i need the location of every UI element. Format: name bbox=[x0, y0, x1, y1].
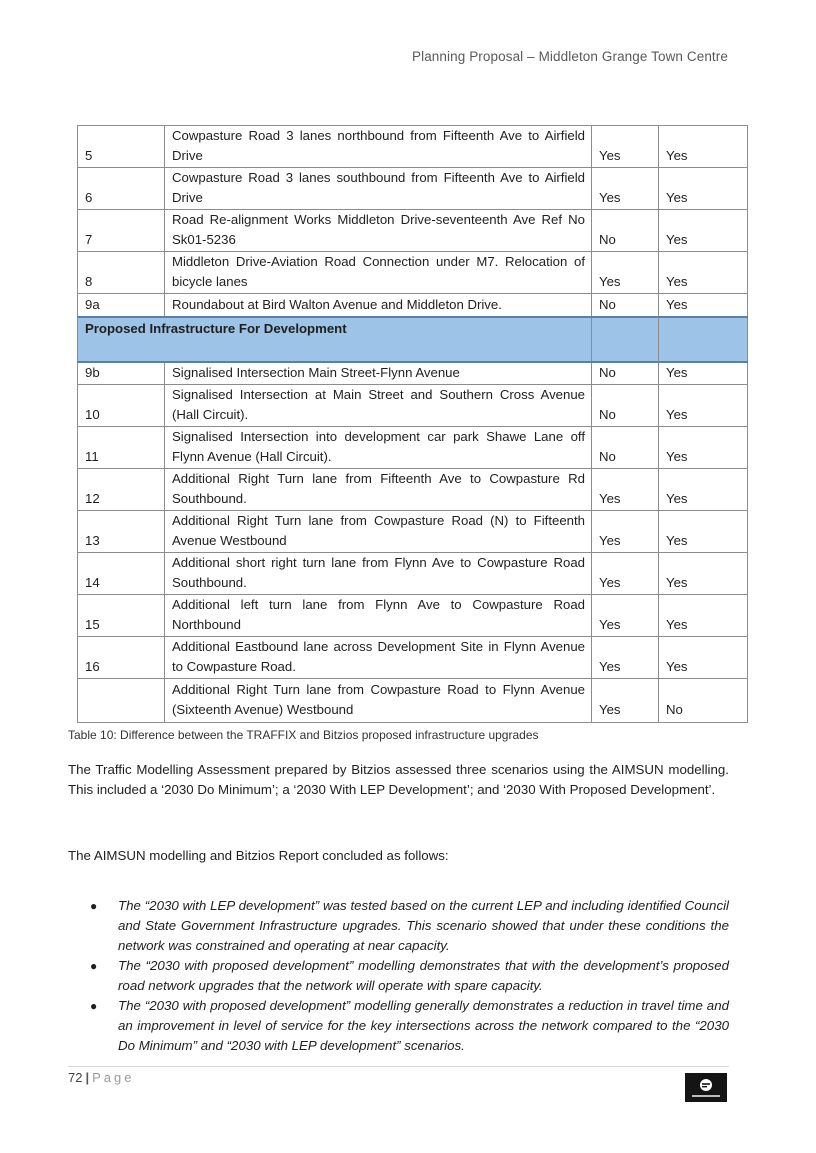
bitzios-cell: Yes bbox=[659, 511, 748, 553]
conclusions-list bbox=[68, 896, 729, 1056]
table-row bbox=[78, 252, 748, 294]
bitzios-cell: Yes bbox=[659, 469, 748, 511]
traffix-cell: Yes bbox=[592, 252, 659, 294]
table-row bbox=[78, 595, 748, 637]
description-cell: Road Re-alignment Works Middleton Drive-seventeenth Ave Ref No Sk01-5236 bbox=[165, 210, 592, 252]
infrastructure-table bbox=[77, 125, 748, 723]
table-row bbox=[78, 362, 748, 385]
table-row bbox=[78, 168, 748, 210]
traffix-cell: Yes bbox=[592, 679, 659, 723]
row-number-cell: 15 bbox=[78, 595, 165, 637]
logo-mark-icon bbox=[699, 1078, 713, 1092]
bitzios-cell: Yes bbox=[659, 637, 748, 679]
row-number-cell: 16 bbox=[78, 637, 165, 679]
traffix-cell: No bbox=[592, 362, 659, 385]
bitzios-cell: Yes bbox=[659, 595, 748, 637]
table-row bbox=[78, 553, 748, 595]
traffix-cell: Yes bbox=[592, 595, 659, 637]
traffix-cell: No bbox=[592, 294, 659, 317]
bitzios-cell: Yes bbox=[659, 294, 748, 317]
traffix-cell: Yes bbox=[592, 168, 659, 210]
table-row bbox=[78, 511, 748, 553]
description-cell: Additional Right Turn lane from Cowpasture Road (N) to Fifteenth Avenue Westbound bbox=[165, 511, 592, 553]
bitzios-cell: Yes bbox=[659, 126, 748, 168]
row-number-cell: 13 bbox=[78, 511, 165, 553]
table-row bbox=[78, 637, 748, 679]
table-caption bbox=[68, 728, 539, 742]
description-cell: Additional Right Turn lane from Cowpasture Road to Flynn Avenue (Sixteenth Avenue) Westbound bbox=[165, 679, 592, 723]
bullet-icon: ● bbox=[90, 999, 98, 1013]
traffix-cell: Yes bbox=[592, 553, 659, 595]
traffix-cell: No bbox=[592, 385, 659, 427]
description-cell: Roundabout at Bird Walton Avenue and Middleton Drive. bbox=[165, 294, 592, 317]
list-item-text: The “2030 with proposed development” modelling generally demonstrates a reduction in travel time and an improvement in level of service for the key intersections across the network compared to the “2030 Do Minimum” and “2030 with LEP development” scenarios. bbox=[118, 998, 729, 1053]
company-logo bbox=[685, 1073, 727, 1102]
description-cell: Additional Eastbound lane across Development Site in Flynn Avenue to Cowpasture Road. bbox=[165, 637, 592, 679]
row-number-cell: 7 bbox=[78, 210, 165, 252]
bitzios-cell: Yes bbox=[659, 553, 748, 595]
paragraph-scenarios: The Traffic Modelling Assessment prepared by Bitzios assessed three scenarios using the AIMSUN modelling. This included a ‘2030 Do Minimum’; a ‘2030 With LEP Development’; and ‘2030 With Proposed Development’. bbox=[68, 762, 729, 797]
bullet-icon: ● bbox=[90, 899, 98, 913]
logo-wordmark bbox=[692, 1095, 720, 1097]
description-cell: Signalised Intersection Main Street-Flynn Avenue bbox=[165, 362, 592, 385]
description-cell: Additional left turn lane from Flynn Ave to Cowpasture Road Northbound bbox=[165, 595, 592, 637]
list-item-text: The “2030 with LEP development” was tested based on the current LEP and including identified Council and State Government Infrastructure upgrades. This scenario showed that under these conditions the network was constrained and operating at near capacity. bbox=[118, 898, 729, 953]
bitzios-cell: Yes bbox=[659, 168, 748, 210]
traffix-cell: No bbox=[592, 210, 659, 252]
list-item bbox=[68, 896, 729, 956]
row-number-cell: 10 bbox=[78, 385, 165, 427]
table-row bbox=[78, 210, 748, 252]
traffix-cell: No bbox=[592, 427, 659, 469]
description-cell: Additional Right Turn lane from Fifteenth Ave to Cowpasture Rd Southbound. bbox=[165, 469, 592, 511]
page-word: Page bbox=[92, 1070, 135, 1085]
bitzios-cell: Yes bbox=[659, 427, 748, 469]
description-cell: Signalised Intersection into development car park Shawe Lane off Flynn Avenue (Hall Circuit). bbox=[165, 427, 592, 469]
page-separator: | bbox=[85, 1070, 90, 1085]
table-row bbox=[78, 679, 748, 723]
row-number-cell: 11 bbox=[78, 427, 165, 469]
row-number-cell: 12 bbox=[78, 469, 165, 511]
list-item bbox=[68, 996, 729, 1056]
row-number-cell bbox=[78, 679, 165, 723]
section-empty-cell bbox=[592, 317, 659, 362]
row-number-cell: 5 bbox=[78, 126, 165, 168]
table-body-top bbox=[78, 126, 748, 317]
bitzios-cell: Yes bbox=[659, 385, 748, 427]
section-empty-cell bbox=[659, 317, 748, 362]
caption-label: Table 10 bbox=[68, 728, 114, 742]
table-row bbox=[78, 469, 748, 511]
bitzios-cell: Yes bbox=[659, 252, 748, 294]
traffix-cell: Yes bbox=[592, 511, 659, 553]
row-number-cell: 6 bbox=[78, 168, 165, 210]
list-item bbox=[68, 956, 729, 996]
traffix-cell: Yes bbox=[592, 126, 659, 168]
list-item-text: The “2030 with proposed development” modelling demonstrates that with the development’s proposed road network upgrades that the network will operate with spare capacity. bbox=[118, 958, 729, 993]
row-number-cell: 9a bbox=[78, 294, 165, 317]
traffix-cell: Yes bbox=[592, 637, 659, 679]
description-cell: Cowpasture Road 3 lanes northbound from Fifteenth Ave to Airfield Drive bbox=[165, 126, 592, 168]
bullet-icon: ● bbox=[90, 959, 98, 973]
table-body-bottom bbox=[78, 362, 748, 723]
section-title: Proposed Infrastructure For Development bbox=[78, 317, 592, 362]
bitzios-cell: Yes bbox=[659, 362, 748, 385]
page-number bbox=[68, 1070, 134, 1085]
traffix-cell: Yes bbox=[592, 469, 659, 511]
caption-text: : Difference between the TRAFFIX and Bitzios proposed infrastructure upgrades bbox=[113, 728, 539, 742]
bitzios-cell: No bbox=[659, 679, 748, 723]
footer-divider bbox=[68, 1066, 729, 1067]
table-row bbox=[78, 427, 748, 469]
document-header-title: Planning Proposal – Middleton Grange Town Centre bbox=[412, 49, 728, 64]
description-cell: Middleton Drive-Aviation Road Connection under M7. Relocation of bicycle lanes bbox=[165, 252, 592, 294]
row-number-cell: 8 bbox=[78, 252, 165, 294]
table-row bbox=[78, 294, 748, 317]
section-header-row bbox=[78, 317, 748, 362]
table-row bbox=[78, 385, 748, 427]
description-cell: Signalised Intersection at Main Street and Southern Cross Avenue (Hall Circuit). bbox=[165, 385, 592, 427]
description-cell: Cowpasture Road 3 lanes southbound from Fifteenth Ave to Airfield Drive bbox=[165, 168, 592, 210]
description-cell: Additional short right turn lane from Flynn Ave to Cowpasture Road Southbound. bbox=[165, 553, 592, 595]
page-number-value: 72 bbox=[68, 1070, 83, 1085]
row-number-cell: 9b bbox=[78, 362, 165, 385]
paragraph-conclusions-intro: The AIMSUN modelling and Bitzios Report concluded as follows: bbox=[68, 848, 449, 863]
bitzios-cell: Yes bbox=[659, 210, 748, 252]
table-row bbox=[78, 126, 748, 168]
row-number-cell: 14 bbox=[78, 553, 165, 595]
